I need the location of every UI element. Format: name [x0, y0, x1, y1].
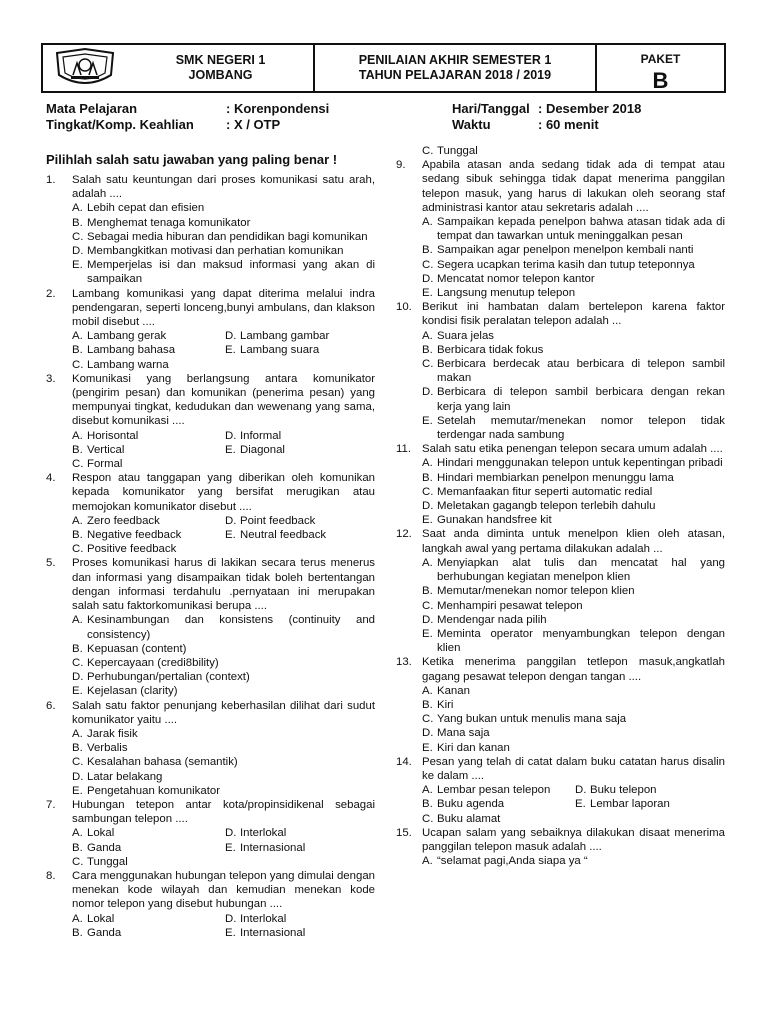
- option-letter: E.: [225, 443, 236, 456]
- option-text: Sebagai media hiburan dan pendidikan bagi komunikan: [87, 230, 368, 243]
- instruction: Pilihlah salah satu jawaban yang paling benar !: [46, 152, 338, 167]
- answer-option[interactable]: [225, 443, 375, 457]
- answer-option[interactable]: [72, 770, 375, 784]
- option-letter: E.: [225, 529, 236, 542]
- question-number: 5.: [46, 557, 56, 570]
- option-text: Zero feedback: [87, 514, 160, 527]
- option-letter: A.: [422, 684, 433, 697]
- answer-option[interactable]: [422, 627, 725, 655]
- answer-option[interactable]: [225, 329, 375, 343]
- option-text: Berbicara tidak fokus: [437, 343, 544, 356]
- answer-option[interactable]: [225, 514, 375, 528]
- option-letter: E.: [422, 627, 433, 640]
- option-text: Lambang warna: [87, 358, 169, 371]
- option-letter: C.: [72, 358, 84, 371]
- option-letter: A.: [72, 330, 83, 343]
- option-letter: B.: [72, 344, 83, 357]
- answer-option[interactable]: [422, 329, 725, 343]
- option-text: Kiri dan kanan: [437, 741, 510, 754]
- answer-option[interactable]: [72, 230, 375, 244]
- option-list: [72, 912, 375, 940]
- question: [46, 556, 375, 698]
- option-text: Yang bukan untuk menulis mana saja: [437, 713, 627, 726]
- option-text: Tunggal: [437, 145, 478, 157]
- option-text: Vertical: [87, 443, 125, 456]
- option-text: Lambang bahasa: [87, 344, 176, 357]
- option-text: Setelah memutar/menekan nomor telepon tidak terdengar nada sambung: [437, 414, 725, 442]
- tingkat-value: : X / OTP: [226, 117, 281, 132]
- question-number: 7.: [46, 798, 56, 811]
- option-text: Menghemat tenaga komunikator: [87, 216, 251, 229]
- question-number: 10.: [396, 301, 412, 314]
- option-letter: B.: [422, 698, 433, 711]
- answer-option[interactable]: [422, 456, 725, 470]
- paket-box: [595, 45, 724, 91]
- option-letter: C.: [72, 855, 84, 868]
- tingkat-label: Tingkat/Komp. Keahlian: [46, 117, 194, 132]
- option-text: Mencatat nomor telepon kantor: [437, 272, 595, 285]
- option-letter: C.: [422, 258, 434, 271]
- option-letter: D.: [225, 912, 237, 925]
- option-text: Interlokal: [240, 912, 287, 925]
- option-text: Buku agenda: [437, 798, 505, 811]
- hari-value: : Desember 2018: [538, 101, 642, 116]
- question-number: 12.: [396, 528, 412, 541]
- option-list: [422, 783, 725, 826]
- question-text: Ketika menerima panggilan tetlepon masuk,angkatlah gagang pesawat telepon dengan tangan ....: [422, 656, 725, 683]
- question-number: 13.: [396, 656, 412, 669]
- option-text: “selamat pagi,Anda siapa ya “: [437, 855, 588, 868]
- option-letter: C.: [422, 599, 434, 612]
- school-name: [128, 45, 313, 91]
- question-number: 9.: [396, 159, 406, 172]
- option-letter: A.: [72, 202, 83, 215]
- option-letter: E.: [72, 784, 83, 797]
- answer-option[interactable]: [72, 755, 375, 769]
- option-text: Kanan: [437, 684, 470, 697]
- option-letter: C.: [72, 756, 84, 769]
- question: [46, 287, 375, 372]
- option-text: Positive feedback: [87, 543, 177, 556]
- option-letter: D.: [422, 272, 434, 285]
- answer-option[interactable]: [225, 841, 375, 855]
- answer-option[interactable]: [422, 414, 725, 442]
- option-letter: A.: [72, 429, 83, 442]
- option-text: Ganda: [87, 841, 122, 854]
- option-text: Formal: [87, 458, 123, 471]
- option-letter: D.: [422, 613, 434, 626]
- option-letter: B.: [422, 343, 433, 356]
- option-text: Lokal: [87, 827, 115, 840]
- option-letter: E.: [422, 741, 433, 754]
- option-letter: E.: [575, 798, 586, 811]
- option-text: Ganda: [87, 926, 122, 939]
- question-column-left: [46, 173, 375, 940]
- option-letter: A.: [72, 514, 83, 527]
- answer-option[interactable]: [72, 358, 225, 372]
- answer-option[interactable]: [422, 286, 725, 300]
- answer-option[interactable]: [422, 698, 725, 712]
- question-text: Salah satu keuntungan dari proses komunikasi satu arah, adalah ....: [72, 174, 375, 201]
- answer-option[interactable]: [422, 485, 725, 499]
- question-number: 15.: [396, 826, 412, 839]
- option-letter: C.: [72, 230, 84, 243]
- option-text: Negative feedback: [87, 529, 182, 542]
- option-text: Lambang gerak: [87, 330, 167, 343]
- exam-line-2: TAHUN PELAJARAN 2018 / 2019: [358, 68, 552, 82]
- option-list: [422, 854, 725, 868]
- mapel-label: Mata Pelajaran: [46, 101, 138, 116]
- option-text: Kesinambungan dan konsistens (continuity and consistency): [87, 614, 375, 641]
- option-text: Sampaikan agar penelpon menelpon kembali nanti: [437, 244, 694, 257]
- question-text: Salah satu faktor penunjang keberhasilan dilihat dari sudut komunikator yaitu ....: [72, 699, 375, 726]
- option-text: Horisontal: [87, 429, 139, 442]
- question-number: 3.: [46, 372, 56, 385]
- answer-option[interactable]: [72, 642, 375, 656]
- answer-option[interactable]: [422, 584, 725, 598]
- option-letter: C.: [422, 145, 434, 157]
- option-text: Informal: [240, 429, 282, 442]
- answer-option[interactable]: [422, 812, 575, 826]
- question-number: 6.: [46, 699, 56, 712]
- option-text: Berbicara di telepon sambil berbicara dengan rekan kerja yang lain: [437, 386, 725, 413]
- option-letter: E.: [225, 344, 236, 357]
- question: [46, 372, 375, 471]
- question-text: Saat anda diminta untuk menelpon klien oleh atasan, langkah awal yang pertama dilakukan adalah ...: [422, 528, 725, 555]
- option-letter: B.: [72, 841, 83, 854]
- exam-title: [313, 45, 595, 91]
- answer-option[interactable]: [72, 443, 225, 457]
- question-text: Cara menggunakan hubungan telepon yang dimulai dengan menekan kode wilayah dan kemudian menekan kode nomor telepon yang disebut hubungan ....: [72, 869, 375, 911]
- option-text: Interlokal: [240, 827, 287, 840]
- option-text: Point feedback: [240, 514, 316, 527]
- option-letter: C.: [422, 485, 434, 498]
- exam-line-1: PENILAIAN AKHIR SEMESTER 1: [358, 53, 552, 67]
- option-text: Meletakan gagangb telepon terlebih dahulu: [437, 500, 656, 513]
- answer-option[interactable]: [72, 912, 225, 926]
- option-text: Lembar laporan: [590, 798, 670, 811]
- option-list: [422, 556, 725, 655]
- option-text: Suara jelas: [437, 329, 494, 342]
- answer-option[interactable]: [422, 684, 725, 698]
- option-letter: D.: [225, 429, 237, 442]
- answer-option[interactable]: [575, 797, 725, 811]
- answer-option[interactable]: [72, 244, 375, 258]
- answer-option[interactable]: [72, 613, 375, 641]
- option-letter: E.: [225, 841, 236, 854]
- option-letter: E.: [422, 514, 433, 527]
- option-letter: D.: [72, 770, 84, 783]
- question: [396, 755, 725, 826]
- answer-option[interactable]: [422, 243, 725, 257]
- question: [46, 798, 375, 869]
- question-text: Lambang komunikasi yang dapat diterima melalui indra pendengaran, seperti lonceng,bunyi ambulans, dan klakson mobil disebut ....: [72, 287, 375, 329]
- answer-option[interactable]: [72, 343, 225, 357]
- option-letter: D.: [225, 514, 237, 527]
- option-letter: E.: [72, 685, 83, 698]
- option-list: [72, 613, 375, 698]
- option-text: Buku telepon: [590, 784, 657, 797]
- paket-value: B: [652, 68, 669, 93]
- question-number: 4.: [46, 472, 56, 485]
- answer-option[interactable]: [422, 471, 725, 485]
- option-text: Mana saja: [437, 727, 490, 740]
- answer-option[interactable]: [422, 144, 725, 158]
- option-text: Berbicara berdecak atau berbicara di telepon sambil makan: [437, 358, 725, 385]
- option-letter: C.: [422, 713, 434, 726]
- question: [396, 158, 725, 300]
- answer-option[interactable]: [225, 528, 375, 542]
- paket-label: PAKET: [640, 52, 681, 66]
- option-text: Lambang suara: [240, 344, 320, 357]
- option-text: Kepercayaan (credi8bility): [87, 656, 219, 669]
- answer-option[interactable]: [422, 726, 725, 740]
- option-text: Menhampiri pesawat telepon: [437, 599, 583, 612]
- option-text: Diagonal: [240, 443, 285, 456]
- question: [396, 300, 725, 442]
- answer-option[interactable]: [72, 201, 375, 215]
- question-text: Apabila atasan anda sedang tidak ada di tempat atau sedang sibuk sehingga tidak dapat menerima panggilan telepon masuk, yang harus di lakukan oleh seorang staf administrasi kantor atau sekretaris adalah ....: [422, 159, 725, 214]
- option-text: Lebih cepat dan efisien: [87, 202, 205, 215]
- option-text: Jarak fisik: [87, 727, 138, 740]
- option-letter: B.: [422, 798, 433, 811]
- option-text: Tunggal: [87, 855, 128, 868]
- option-text: Kiri: [437, 698, 454, 711]
- answer-option[interactable]: [422, 797, 575, 811]
- answer-option[interactable]: [225, 429, 375, 443]
- answer-option[interactable]: [422, 741, 725, 755]
- answer-option[interactable]: [422, 258, 725, 272]
- option-text: Membangkitkan motivasi dan perhatian komunikan: [87, 245, 344, 258]
- answer-option[interactable]: [72, 727, 375, 741]
- crest-icon: [43, 45, 128, 90]
- option-letter: D.: [422, 727, 434, 740]
- answer-option[interactable]: [422, 272, 725, 286]
- option-text: Mendengar nada pilih: [437, 613, 547, 626]
- option-list: [422, 215, 725, 300]
- option-list: [422, 684, 725, 755]
- answer-option[interactable]: [72, 457, 225, 471]
- question-text: Respon atau tanggapan yang diberikan oleh komunikan kepada komunikator yang bersifat merugikan atau memojokan komunikator disebut ....: [72, 472, 375, 513]
- answer-option[interactable]: [225, 343, 375, 357]
- option-letter: C.: [72, 656, 84, 669]
- answer-option[interactable]: [422, 385, 725, 413]
- option-letter: D.: [225, 330, 237, 343]
- option-list: [72, 429, 375, 472]
- option-letter: E.: [422, 287, 433, 300]
- option-list: [72, 826, 375, 869]
- question: [396, 144, 725, 158]
- answer-option[interactable]: [422, 343, 725, 357]
- answer-option[interactable]: [422, 613, 725, 627]
- answer-option[interactable]: [422, 556, 725, 584]
- option-letter: C.: [422, 358, 434, 371]
- question-number: 2.: [46, 287, 56, 300]
- option-text: Kesalahan bahasa (semantik): [87, 756, 238, 769]
- answer-option[interactable]: [225, 826, 375, 840]
- option-list: [72, 727, 375, 798]
- answer-option[interactable]: [422, 599, 725, 613]
- question: [46, 471, 375, 556]
- question: [46, 699, 375, 798]
- option-letter: A.: [422, 216, 433, 229]
- option-letter: A.: [72, 912, 83, 925]
- answer-option[interactable]: [225, 912, 375, 926]
- question: [46, 869, 375, 940]
- question-number: 8.: [46, 869, 56, 882]
- hari-label: Hari/Tanggal: [452, 101, 530, 116]
- option-letter: D.: [72, 245, 84, 258]
- option-text: Memutar/menekan nomor telepon klien: [437, 585, 635, 598]
- answer-option[interactable]: [72, 741, 375, 755]
- question-number: 11.: [396, 443, 411, 456]
- option-text: Lambang gambar: [240, 330, 330, 343]
- question: [396, 527, 725, 655]
- answer-option[interactable]: [575, 783, 725, 797]
- option-text: Hindari menggunakan telepon untuk kepentingan pribadi: [437, 457, 723, 470]
- option-letter: E.: [225, 926, 236, 939]
- answer-option[interactable]: [72, 429, 225, 443]
- question-number: 14.: [396, 755, 412, 768]
- option-letter: A.: [422, 784, 433, 797]
- option-letter: A.: [422, 855, 433, 868]
- option-text: Latar belakang: [87, 770, 163, 783]
- question: [46, 173, 375, 287]
- option-letter: A.: [422, 556, 433, 569]
- answer-option[interactable]: [422, 783, 575, 797]
- option-text: Sampaikan kepada penelpon bahwa atasan tidak ada di tempat dan tawarkan untuk meninggalkan pesan: [437, 216, 725, 243]
- option-text: Internasional: [240, 841, 306, 854]
- question-number: 1.: [46, 174, 56, 186]
- answer-option[interactable]: [72, 670, 375, 684]
- option-text: Memanfaakan fitur seperti automatic redial: [437, 485, 653, 498]
- option-letter: D.: [422, 386, 434, 399]
- option-list: [72, 514, 375, 557]
- option-letter: B.: [72, 443, 83, 456]
- option-letter: C.: [72, 543, 84, 556]
- answer-option[interactable]: [72, 258, 375, 286]
- option-letter: E.: [422, 414, 433, 427]
- option-letter: A.: [422, 329, 433, 342]
- option-text: Langsung menutup telepon: [437, 287, 576, 300]
- option-letter: A.: [72, 827, 83, 840]
- option-list: [422, 144, 725, 158]
- answer-option[interactable]: [72, 855, 225, 869]
- answer-option[interactable]: [72, 826, 225, 840]
- exam-header: [41, 43, 726, 93]
- option-letter: B.: [72, 926, 83, 939]
- option-letter: B.: [72, 529, 83, 542]
- option-text: Kepuasan (content): [87, 642, 187, 655]
- answer-option[interactable]: [72, 784, 375, 798]
- option-letter: B.: [422, 471, 433, 484]
- waktu-label: Waktu: [452, 117, 491, 132]
- option-list: [422, 329, 725, 443]
- answer-option[interactable]: [422, 712, 725, 726]
- option-letter: B.: [422, 244, 433, 257]
- option-text: Lokal: [87, 912, 115, 925]
- option-text: Menyiapkan alat tulis dan mencatat hal yang berhubungan kegiatan menelpon klien: [437, 556, 725, 584]
- question-text: Berikut ini hambatan dalam bertelepon karena faktor kondisi fisik peralatan telepon adalah ...: [422, 301, 725, 328]
- question-text: Salah satu etika penengan telepon secara umum adalah ....: [422, 443, 723, 456]
- option-list: [72, 329, 375, 372]
- option-letter: D.: [575, 784, 587, 797]
- option-text: Neutral feedback: [240, 529, 327, 542]
- answer-option[interactable]: [72, 656, 375, 670]
- option-text: Verbalis: [87, 742, 128, 755]
- option-text: Gunakan handsfree kit: [437, 514, 552, 527]
- option-text: Meminta operator menyambungkan telepon dengan klien: [437, 627, 725, 655]
- option-text: Pengetahuan komunikator: [87, 784, 220, 797]
- option-list: [72, 201, 375, 286]
- option-text: Kejelasan (clarity): [87, 685, 178, 698]
- answer-option[interactable]: [72, 329, 225, 343]
- option-letter: A.: [72, 614, 83, 627]
- option-text: Internasional: [240, 926, 306, 939]
- option-text: Buku alamat: [437, 812, 501, 825]
- answer-option[interactable]: [72, 684, 375, 698]
- answer-option[interactable]: [72, 528, 225, 542]
- option-letter: B.: [72, 216, 83, 229]
- answer-option[interactable]: [72, 216, 375, 230]
- option-text: Hindari membiarkan penelpon menunggu lama: [437, 471, 674, 484]
- answer-option[interactable]: [422, 357, 725, 385]
- option-list: [422, 456, 725, 527]
- school-logo: [43, 45, 128, 91]
- option-letter: E.: [72, 259, 83, 272]
- option-letter: A.: [72, 727, 83, 740]
- answer-option[interactable]: [72, 926, 225, 940]
- question-text: Ucapan salam yang sebaiknya dilakukan disaat menerima panggilan telepon masuk adalah ....: [422, 826, 725, 853]
- option-letter: B.: [72, 642, 83, 655]
- option-letter: A.: [422, 457, 433, 470]
- waktu-value: : 60 menit: [538, 117, 599, 132]
- answer-option[interactable]: [422, 854, 725, 868]
- option-letter: C.: [72, 458, 84, 471]
- answer-option[interactable]: [72, 841, 225, 855]
- question: [396, 826, 725, 869]
- question: [396, 442, 725, 527]
- question-text: Komunikasi yang berlangsung antara komunikator (pengirim pesan) dan komunikan (penerima pesan) yang mempunyai tingkat, kedudukan dan wewenang yang sama, disebut komunikasi ....: [72, 372, 375, 428]
- option-text: Segera ucapkan terima kasih dan tutup teteponnya: [437, 258, 695, 271]
- question-column-right: [396, 144, 725, 868]
- question-text: Proses komunikasi harus di lakikan secara terus menerus dan informasi yang disampaikan tidak boleh bertentangan dengan informasi terdahulu .pernyataan ini merupakan salah satu faktorkomunikasi berupa ....: [72, 557, 375, 613]
- answer-option[interactable]: [422, 499, 725, 513]
- question: [396, 655, 725, 754]
- mapel-value: : Korenpondensi: [226, 101, 330, 116]
- option-letter: D.: [225, 827, 237, 840]
- option-text: Perhubungan/pertalian (context): [87, 671, 250, 684]
- question-text: Pesan yang telah di catat dalam buku catatan harus disalin ke dalam ....: [422, 755, 725, 782]
- question-text: Hubungan tetepon antar kota/propinsidikenal sebagai sambungan telepon ....: [72, 798, 375, 826]
- option-letter: C.: [422, 812, 434, 825]
- school-line-1: SMK NEGERI 1: [175, 53, 266, 67]
- answer-option[interactable]: [225, 926, 375, 940]
- answer-option[interactable]: [422, 513, 725, 527]
- answer-option[interactable]: [72, 514, 225, 528]
- answer-option[interactable]: [422, 215, 725, 243]
- option-letter: B.: [422, 585, 433, 598]
- option-text: Memperjelas isi dan maksud informasi yang akan di sampaikan: [87, 259, 375, 286]
- option-text: Lembar pesan telepon: [437, 784, 551, 797]
- option-letter: D.: [72, 671, 84, 684]
- school-line-2: JOMBANG: [188, 68, 253, 82]
- option-letter: B.: [72, 742, 83, 755]
- option-letter: D.: [422, 500, 434, 513]
- answer-option[interactable]: [72, 542, 225, 556]
